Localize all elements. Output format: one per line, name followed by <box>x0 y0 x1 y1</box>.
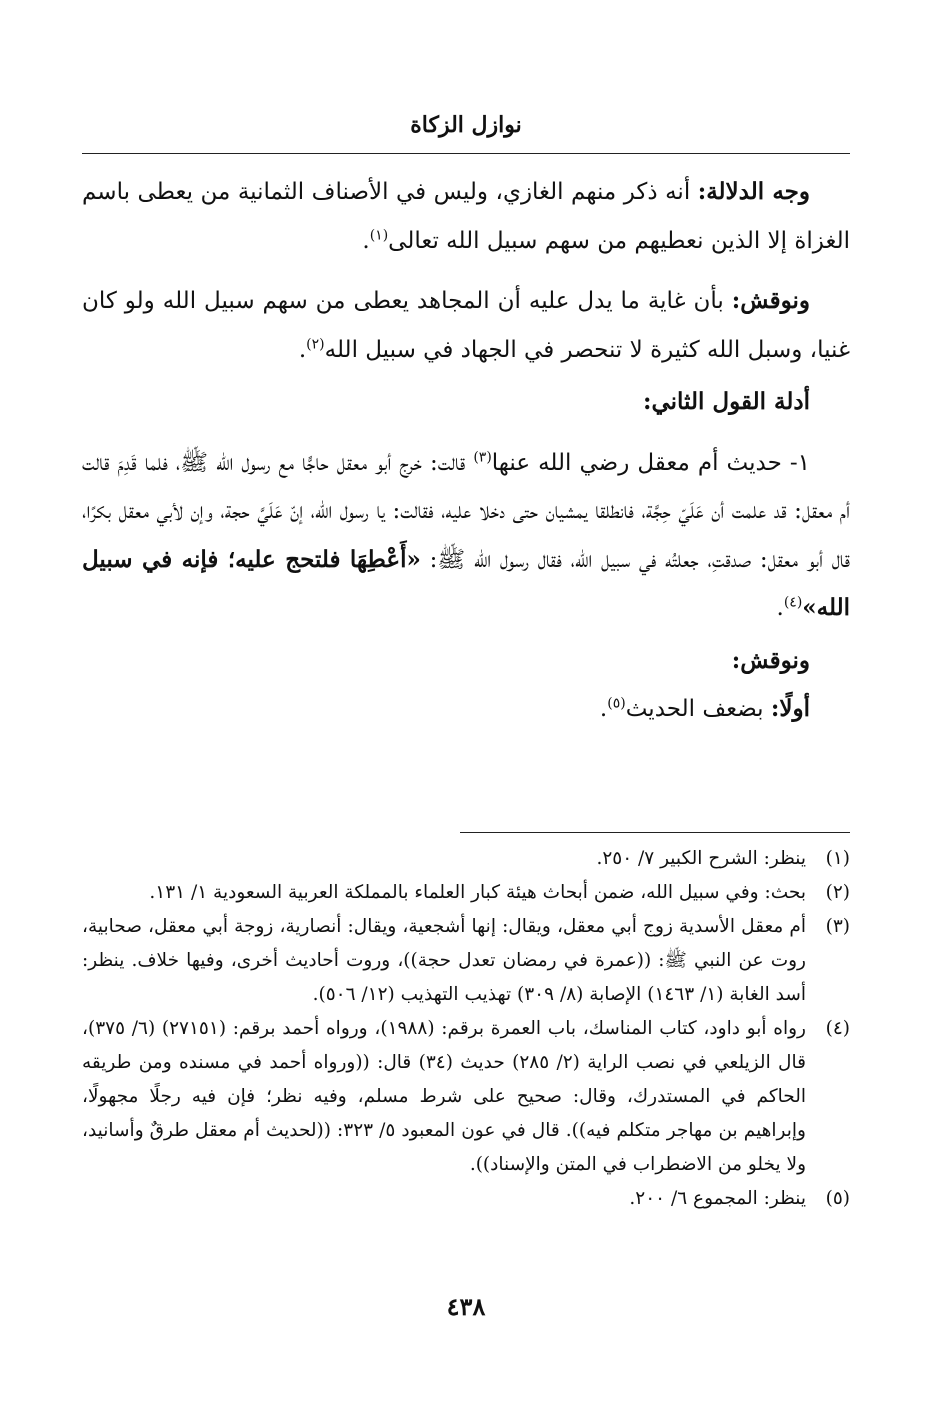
evidence-text: أنه ذكر منهم الغازي، وليس في الأصناف الثمانية من يعطى باسم الغزاة إلا الذين نعطيهم من سهم سبيل الله تعالى <box>82 179 850 254</box>
footnote-text: ينظر: المجموع ٦/ ٢٠٠. <box>629 1188 806 1209</box>
first-objection-text: بضعف الحديث <box>625 696 771 722</box>
footnote-number: (١) <box>825 848 850 869</box>
paragraph-first-objection: أولًا: بضعف الحديث$^{(٥)}$. <box>599 695 810 722</box>
footnote-number: (٤) <box>825 1018 850 1039</box>
main-text <box>82 168 850 734</box>
label-rebuttal: ونوقش: <box>731 287 810 314</box>
footnote-divider <box>460 832 850 833</box>
footnote-ref: (١) <box>369 226 389 243</box>
footnote <box>82 842 850 876</box>
discussed-heading: ونوقش: <box>731 646 810 674</box>
footnote-text: رواه أبو داود، كتاب المناسك، باب العمرة برقم: (١٩٨٨)، ورواه أحمد برقم: (٢٧١٥١) (٦/ ٣٧٥)، قال الزيلعي في نصب الراية (٢/ ٢٨٥) حديث (٣٤) قال: ((ورواه أحمد في مسنده ومن طريقه الحاكم في المستدرك، وقال: صحيح على شرط مسلم، وفيه نظر؛ فإن فيه رجلًا مجهولًا، وإبراهيم بن مهاجر متكلم فيه)). قال في عون المعبود ٥/ ٣٢٣: ((لحديث أم معقل طرقٌ وأسانيد، ولا يخلو من الاضطراب في المتن والإسناد)). <box>82 1018 806 1175</box>
book-page <box>82 0 850 1406</box>
footnote-number: (٣) <box>825 916 850 937</box>
hadith-text: قالت: خرج أبو معقل حاجًّا مع رسول الله ﷺ، فلما قَدِمَ قالت أم معقل: قد علمت أن عَلَيّ حِجَّة، فانطلقا يمشيان حتى دخلا عليه، فقالت: يا رسول الله، إنّ عَلَيَّ حجة، وإن لأبي معقل بكرًا، قال أبو معقل: صدقتِ، جعلتُه في سبيل الله، فقال رسول الله ﷺ: <box>82 449 851 573</box>
rebuttal-text: بأن غاية ما يدل عليه أن المجاهد يعطى من سهم سبيل الله ولو كان غنيا، وسبل الله كثيرة لا تنحصر في الجهاد في سبيل الله <box>82 288 850 363</box>
footnote-text: ينظر: الشرح الكبير ٧/ ٢٥٠. <box>596 848 806 869</box>
label-evidence: وجه الدلالة: <box>697 178 810 205</box>
paragraph-rebuttal: ونوقش: بأن غاية ما يدل عليه أن المجاهد يعطى من سهم سبيل الله ولو كان غنيا، وسبل الله كثيرة لا تنحصر في الجهاد في سبيل الله$^{(٢)}$. <box>82 287 850 363</box>
footnote-text: بحث: وفي سبيل الله، ضمن أبحاث هيئة كبار العلماء بالمملكة العربية السعودية ١/ ١٣١. <box>149 882 806 903</box>
page-number: ٤٣٨ <box>446 1292 486 1321</box>
hadith-quote: «أَعْطِهَا فلتحج عليه؛ فإنه في سبيل الله» <box>82 545 850 621</box>
footnote <box>82 876 850 910</box>
section-heading: أدلة القول الثاني: <box>642 388 810 415</box>
footnote-ref: (٤) <box>783 594 803 611</box>
footnote <box>82 910 850 1012</box>
footnote-ref: (٥) <box>607 695 626 712</box>
footnote-ref: (٣) <box>473 448 492 465</box>
footnote <box>82 1012 850 1182</box>
paragraph-hadith: ١- حديث أم معقل رضي الله عنها$^{(٣)}$ قالت: خرج أبو معقل حاجًّا مع رسول الله ﷺ، فلما قَدِمَ قالت أم معقل: قد علمت أن عَلَيّ حِجَّة، فانطلقا يمشيان حتى دخلا عليه، فقالت: يا رسول الله، إنّ عَلَيَّ حجة، وإن لأبي معقل بكرًا، قال أبو معقل: صدقتِ، جعلتُه في سبيل الله، فقال رسول الله ﷺ: «أَعْطِهَا فلتحج عليه؛ فإنه في سبيل الله»$^{(٤)}$. <box>82 448 851 621</box>
footnotes <box>82 842 850 1216</box>
paragraph-evidence: وجه الدلالة: أنه ذكر منهم الغازي، وليس في الأصناف الثمانية من يعطى باسم الغزاة إلا الذين نعطيهم من سهم سبيل الله تعالى$^{(١)}$. <box>82 178 850 254</box>
footnote-number: (٢) <box>825 882 850 903</box>
running-header-title: نوازل الزكاة <box>410 112 522 138</box>
footnote <box>82 1182 850 1216</box>
hadith-intro: ١- حديث أم معقل رضي الله عنها <box>491 449 810 476</box>
footnote-number: (٥) <box>825 1188 850 1209</box>
footnote-ref: (٢) <box>306 335 325 352</box>
footnote-text: أم معقل الأسدية زوج أبي معقل، ويقال: إنها أشجعية، ويقال: أنصارية، زوجة أبي معقل، صحابية، روت عن النبي ﷺ: ((عمرة في رمضان تعدل حجة))، وروت أحاديث أخرى، وفيها خلاف. ينظر: أسد الغابة (١/ ١٤٦٣) الإصابة (٨/ ٣٠٩) تهذيب التهذيب (١٢/ ٥٠٦). <box>82 916 806 1005</box>
label-first: أولًا: <box>770 695 810 722</box>
header-divider <box>82 153 850 154</box>
